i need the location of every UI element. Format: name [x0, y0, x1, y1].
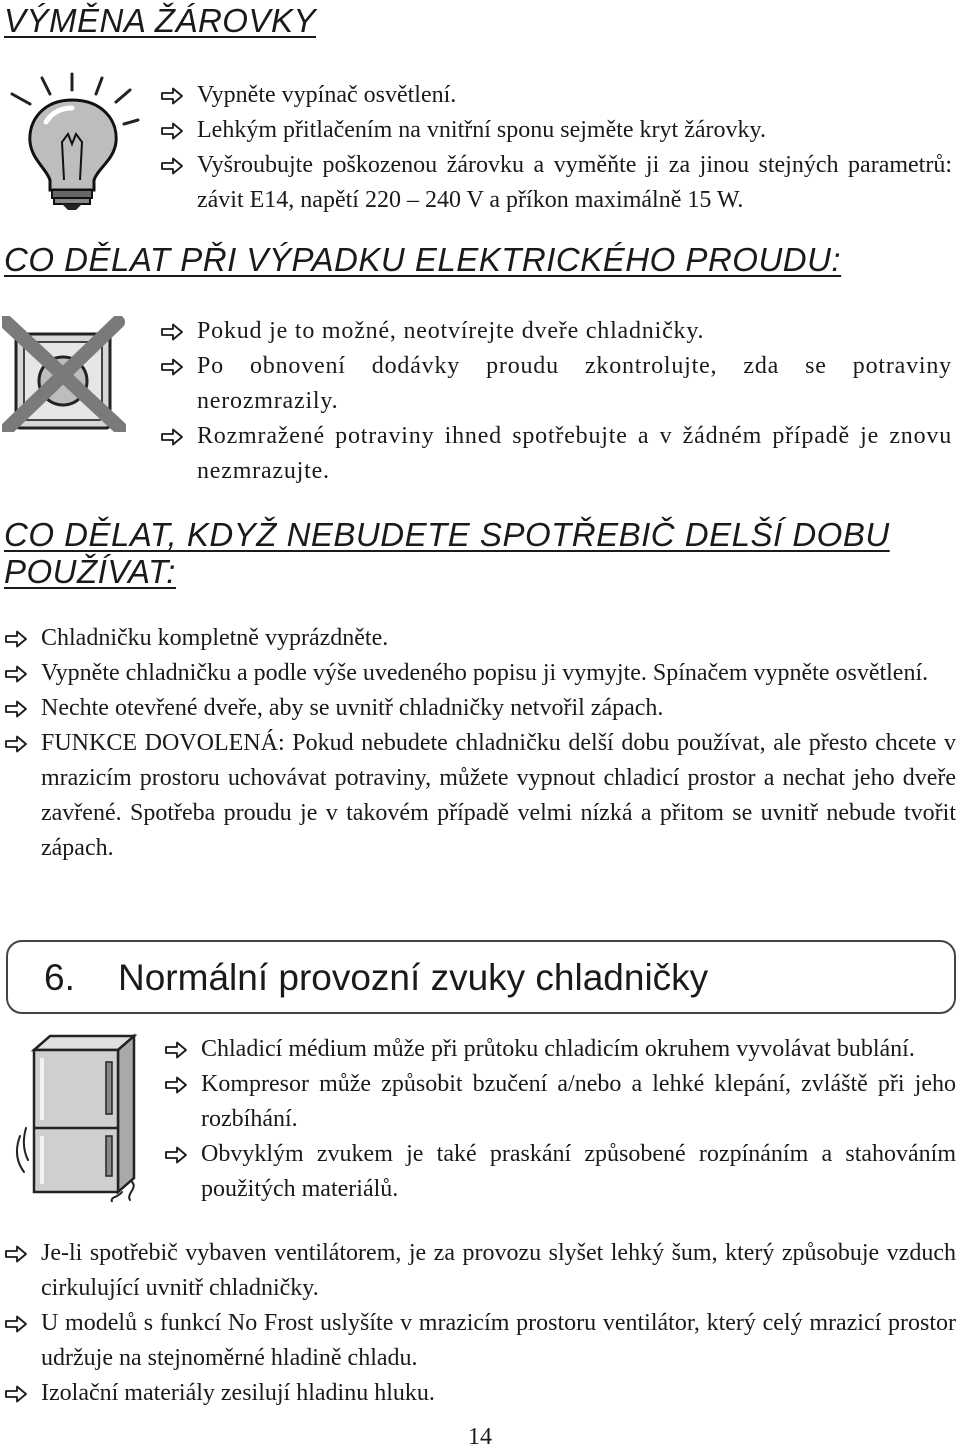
- arrow-right-icon: [164, 1041, 188, 1059]
- sounds-list-with-image: [164, 1032, 956, 1207]
- list-item: Vypněte chladničku a podle výše uvedeného popisu ji vymyjte. Spínačem vypněte osvětlení.: [4, 656, 956, 691]
- power-section-heading: CO DĚLAT PŘI VÝPADKU ELEKTRICKÉHO PROUDU:: [4, 241, 842, 278]
- arrow-right-icon: [4, 1385, 28, 1403]
- list-item: Lehkým přitlačením na vnitřní sponu sejměte kryt žárovky.: [160, 113, 952, 148]
- unused-section-heading-continued: POUŽÍVAT:: [4, 553, 176, 590]
- arrow-right-icon: [4, 665, 28, 683]
- crossed-out-outlet-icon: [2, 316, 126, 432]
- list-item: Kompresor může způsobit bzučení a/nebo a lehké klepání, zvláště při jeho rozbíhání.: [164, 1067, 956, 1137]
- arrow-right-icon: [164, 1076, 188, 1094]
- arrow-right-icon: [160, 157, 184, 175]
- arrow-right-icon: [164, 1146, 188, 1164]
- list-item: Chladničku kompletně vyprázdněte.: [4, 621, 956, 656]
- arrow-right-icon: [160, 323, 184, 341]
- list-item: Obvyklým zvukem je také praskání způsobené rozpínáním a stahováním použitých materiálů.: [164, 1137, 956, 1207]
- bulb-instructions-list: [160, 78, 952, 218]
- arrow-right-icon: [4, 630, 28, 648]
- arrow-right-icon: [4, 1315, 28, 1333]
- arrow-right-icon: [4, 1245, 28, 1263]
- page-number: 14: [468, 1424, 492, 1450]
- list-item: Rozmražené potraviny ihned spotřebujte a v žádném případě je znovu nezmrazujte.: [160, 419, 952, 489]
- arrow-right-icon: [160, 122, 184, 140]
- list-item: Je-li spotřebič vybaven ventilátorem, je za provozu slyšet lehký šum, který způsobuje vzduch cirkulující uvnitř chladničky.: [4, 1236, 956, 1306]
- list-item: Vyšroubujte poškozenou žárovku a vyměňte ji za jinou stejných parametrů: závit E14, napětí 220 – 240 V a příkon maximálně 15 W.: [160, 148, 952, 218]
- arrow-right-icon: [160, 87, 184, 105]
- arrow-right-icon: [160, 428, 184, 446]
- list-item: Izolační materiály zesilují hladinu hluku.: [4, 1376, 956, 1411]
- list-item: Pokud je to možné, neotvírejte dveře chladničky.: [160, 314, 952, 349]
- refrigerator-icon: [14, 1032, 146, 1202]
- list-item: Nechte otevřené dveře, aby se uvnitř chladničky netvořil zápach.: [4, 691, 956, 726]
- bulb-section-heading: VÝMĚNA ŽÁROVKY: [4, 2, 317, 39]
- list-item: Po obnovení dodávky proudu zkontrolujte, zda se potraviny nerozmrazily.: [160, 349, 952, 419]
- list-item: Vypněte vypínač osvětlení.: [160, 78, 952, 113]
- arrow-right-icon: [4, 700, 28, 718]
- list-item: U modelů s funkcí No Frost uslyšíte v mrazicím prostoru ventilátor, který celý mrazicí prostor udržuje na stejnoměrné hladině chladu.: [4, 1306, 956, 1376]
- light-bulb-icon: [6, 72, 146, 210]
- unused-section-heading: CO DĚLAT, KDYŽ NEBUDETE SPOTŘEBIČ DELŠÍ DOBU: [4, 516, 890, 553]
- arrow-right-icon: [160, 358, 184, 376]
- power-instructions-list: [160, 314, 952, 489]
- sounds-list: [4, 1236, 956, 1411]
- section-title-box: [6, 940, 956, 1014]
- arrow-right-icon: [4, 735, 28, 753]
- section-number: 6.: [44, 957, 75, 998]
- list-item: FUNKCE DOVOLENÁ: Pokud nebudete chladničku delší dobu používat, ale přesto chcete v mrazicím prostoru uchovávat potraviny, můžete vypnout chladicí prostor a nechat jeho dveře zavřené. Spotřeba proudu je v takovém případě velmi nízká a přitom se uvnitř nebude tvořit zápach.: [4, 726, 956, 866]
- list-item: Chladicí médium může při průtoku chladicím okruhem vyvolávat bublání.: [164, 1032, 956, 1067]
- section-title: Normální provozní zvuky chladničky: [118, 957, 709, 998]
- unused-instructions-list: [4, 621, 956, 866]
